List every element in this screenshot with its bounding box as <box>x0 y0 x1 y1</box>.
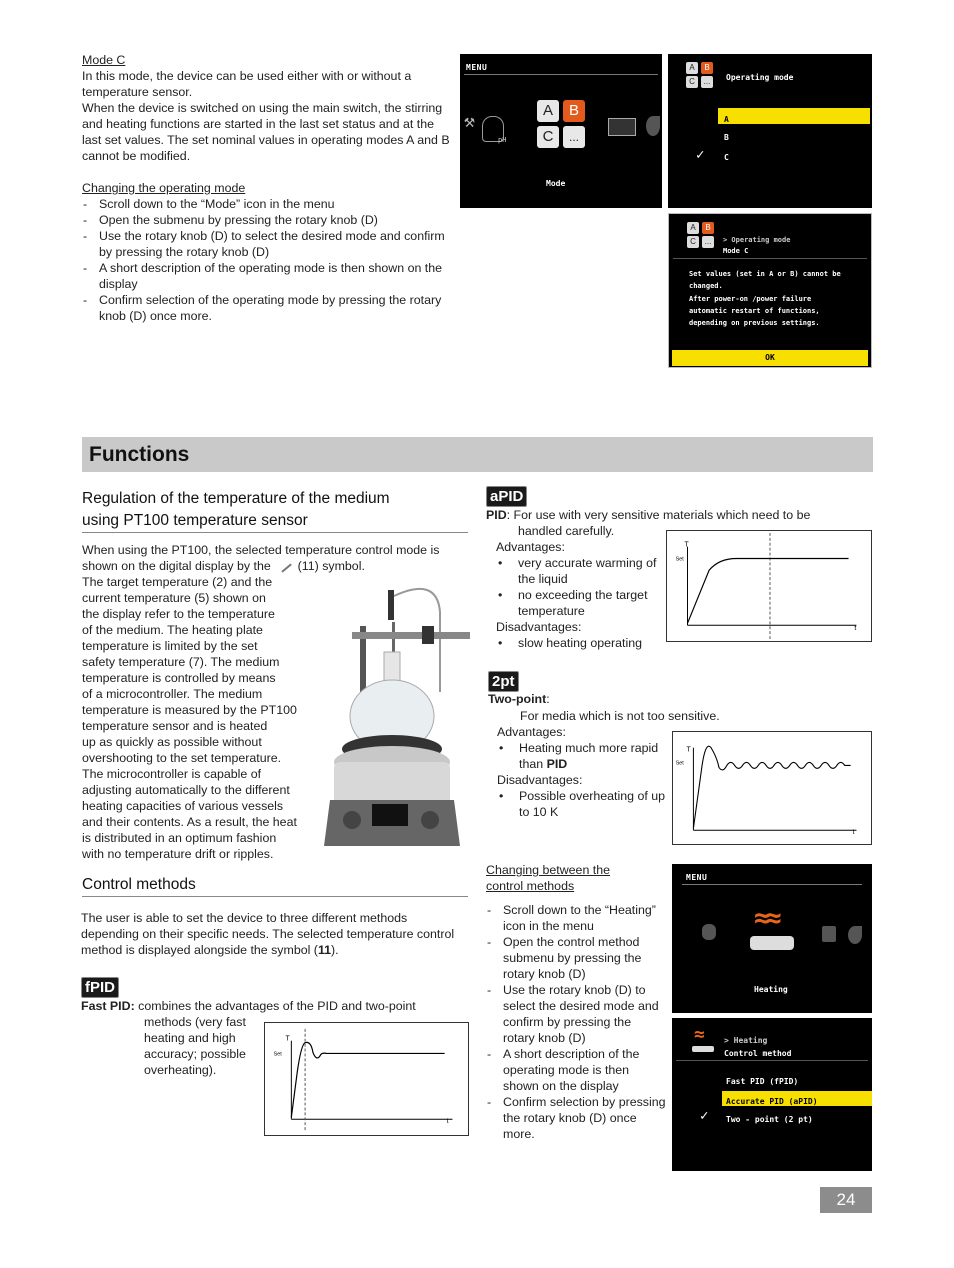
mode-c-para-1: In this mode, the device can be used either with or without a temperature sensor. <box>82 69 412 99</box>
option-a-selected[interactable]: A <box>718 108 870 124</box>
list-item: • Possible overheating of up to 10 K <box>497 788 667 820</box>
y-axis-label: T <box>686 746 691 754</box>
advantages-label: Advantages: <box>497 725 566 739</box>
list-item: - Confirm selection of the operating mode by pressing the rotary knob (D) once more. <box>82 292 454 324</box>
mode-c-title: Mode C <box>82 53 126 67</box>
set-label: Set <box>273 1051 282 1058</box>
list-item: - Use the rotary knob (D) to select the desired mode and confirm by pressing the rotary knob (D) <box>486 982 666 1046</box>
mode-c-icon: C <box>687 236 699 248</box>
mode-c-icon: C <box>537 126 559 148</box>
body-line: is distributed in an optimum fashion <box>82 831 277 845</box>
response-curve <box>687 559 848 624</box>
apid-desc <box>486 507 872 523</box>
changing-mode-title: Changing the operating mode <box>82 181 246 195</box>
control-methods-body <box>81 910 467 958</box>
section-title: Functions <box>89 443 190 466</box>
option-fast-pid[interactable]: Fast PID (fPID) <box>726 1077 799 1086</box>
mode-c-icon: C <box>686 76 698 88</box>
more-icon: ... <box>702 236 714 248</box>
mode-b-icon: B <box>702 222 714 234</box>
body-line: heating capacities of various vessels <box>82 799 284 813</box>
title-line: Changing between the <box>486 863 611 877</box>
divider <box>682 884 862 885</box>
mode-b-icon: B <box>563 100 585 122</box>
list-item: - A short description of the operating mode is then shown on the display <box>82 260 454 292</box>
message-line: Set values (set in A or B) cannot be <box>689 270 841 278</box>
body-bold: 11 <box>317 943 332 957</box>
heating-waves-icon: ≈ <box>694 1024 705 1045</box>
message-line: After power-on /power failure <box>689 294 812 303</box>
regulation-heading <box>82 488 468 533</box>
section-header <box>82 437 873 472</box>
apid-badge: aPID <box>486 486 527 507</box>
device-photo <box>322 582 470 848</box>
list-item: - Open the submenu by pressing the rotary knob (D) <box>82 212 454 228</box>
colon: : <box>546 692 550 706</box>
list-item: - Scroll down to the “Mode” icon in the menu <box>82 196 454 212</box>
screen-title: Mode C <box>723 247 749 255</box>
list-item: - A short description of the operating mode is then shown on the display <box>486 1046 666 1094</box>
heating-waves-icon: ≈≈ <box>754 901 776 934</box>
list-item: • very accurate warming of the liquid <box>496 555 664 587</box>
advantages-label: Advantages: <box>496 540 565 554</box>
changing-control-steps <box>486 902 666 1142</box>
body-line: and their contents. As a result, the heat <box>82 815 297 829</box>
two-point-label: Two-point <box>488 692 547 706</box>
x-axis-label: t <box>854 625 857 633</box>
mode-a-icon: A <box>686 62 698 74</box>
response-curve <box>291 1042 444 1117</box>
body-line: temperature is measured by the PT100 <box>82 703 297 717</box>
adv-text: Heating much more rapid than <box>519 741 659 771</box>
body-text: The user is able to set the device to three different methods depending on their specific needs. The selected temperature control method is displayed alongside the symbol ( <box>81 911 455 957</box>
body-line: The target temperature (2) and the <box>82 575 273 589</box>
body-line: overshooting to the set temperature. <box>82 751 282 765</box>
set-label: Set <box>675 760 684 767</box>
list-item: - Scroll down to the “Heating” icon in the menu <box>486 902 666 934</box>
mode-c-section <box>82 52 454 324</box>
mode-a-icon: A <box>537 100 559 122</box>
list-item: • no exceeding the target temperature <box>496 587 664 619</box>
list-item: - Open the control method submenu by pressing the rotary knob (D) <box>486 934 666 982</box>
mode-a-icon: A <box>687 222 699 234</box>
fast-pid-rest <box>144 1014 264 1078</box>
message-line: changed. <box>689 282 723 291</box>
title-line: control methods <box>486 879 575 893</box>
checkmark-icon: ✓ <box>700 1108 709 1124</box>
screen-title: Control method <box>724 1049 792 1058</box>
drop-icon <box>848 926 862 944</box>
list-item: • slow heating operating <box>496 635 664 651</box>
divider <box>673 258 867 259</box>
body-line: of a microcontroller. The medium <box>82 687 263 701</box>
fast-pid-label: Fast PID: <box>81 999 135 1013</box>
y-axis-label: T <box>684 541 689 549</box>
disadvantages-label: Disadvantages: <box>497 773 583 787</box>
drop-icon <box>646 116 660 136</box>
screen-title: Operating mode <box>726 73 794 82</box>
breadcrumb: > Operating mode <box>723 236 791 244</box>
menu-heating-screen <box>672 864 872 1013</box>
option-two-point[interactable]: Two - point (2 pt) <box>726 1115 813 1124</box>
changing-control-title <box>486 862 610 894</box>
ph-label: pH <box>498 136 507 144</box>
desc-line: overheating). <box>144 1063 217 1077</box>
two-point-label-line <box>488 691 550 707</box>
mode-c-description-screen <box>668 213 872 368</box>
tools-icon: ⚒ <box>464 111 475 132</box>
apid-graph <box>666 530 872 642</box>
body-line: the display refer to the temperature <box>82 607 275 621</box>
breadcrumb: > Heating <box>724 1036 768 1045</box>
list-item <box>497 740 667 772</box>
body-line: temperature sensor and is heated <box>82 719 268 733</box>
menu-mode-screen <box>460 54 662 208</box>
control-method-screen <box>672 1018 872 1171</box>
sensor-icon <box>822 926 836 942</box>
body-line: temperature is limited by the set <box>82 639 258 653</box>
heading-line: Regulation of the temperature of the medium <box>82 490 390 507</box>
body-line: temperature is controlled by means <box>82 671 276 685</box>
message-line: automatic restart of functions, <box>689 306 820 315</box>
apid-advantages <box>496 539 664 651</box>
option-c[interactable]: C <box>724 153 729 162</box>
set-label: Set <box>675 556 684 563</box>
checkmark-icon: ✓ <box>696 147 705 163</box>
body-line: up as quickly as possible without <box>82 735 262 749</box>
mode-c-para-2: When the device is switched on using the main switch, the stirring and heating functions are started in the last set status and at the last set values. The set nominal values in operating modes A and B cannot be modified. <box>82 101 450 163</box>
fast-pid-desc: combines the advantages of the PID and two-point <box>138 999 416 1013</box>
body-line: of the medium. The heating plate <box>82 623 263 637</box>
hotplate-icon <box>692 1046 714 1052</box>
screen-footer: Mode <box>546 179 566 188</box>
x-axis-label: t <box>852 829 855 837</box>
body-line: adjusting automatically to the different <box>82 783 290 797</box>
hotplate-icon <box>750 936 794 950</box>
screen-header: MENU <box>686 873 708 882</box>
apid-text: : For use with very sensitive materials which need to be <box>506 508 811 522</box>
regulation-intro <box>82 542 468 574</box>
disadvantages-label: Disadvantages: <box>496 620 582 634</box>
divider <box>676 1060 868 1061</box>
fpid-badge: fPID <box>81 977 119 998</box>
list-item: - Confirm selection by pressing the rotary knob (D) once more. <box>486 1094 666 1142</box>
regulation-body <box>82 574 322 862</box>
monitor-icon <box>608 118 636 136</box>
x-axis-label: t <box>446 1118 449 1126</box>
body-line: current temperature (5) shown on <box>82 591 266 605</box>
2pt-badge: 2pt <box>488 671 519 692</box>
apid-label: PID <box>486 508 507 522</box>
body-line: safety temperature (7). The medium <box>82 655 280 669</box>
desc-line: heating and high <box>144 1031 236 1045</box>
option-accurate-pid-selected[interactable]: Accurate PID (aPID) <box>722 1091 872 1106</box>
screen-header: MENU <box>466 63 488 72</box>
desc-line: accuracy; possible <box>144 1047 246 1061</box>
y-axis-label: T <box>285 1035 290 1043</box>
control-methods-heading: Control methods <box>82 874 468 897</box>
adv-bold: PID <box>546 757 568 771</box>
changing-mode-steps <box>82 196 454 324</box>
two-point-lists <box>497 724 667 820</box>
page-number: 24 <box>820 1187 872 1213</box>
body-line: The microcontroller is capable of <box>82 767 262 781</box>
response-curve <box>693 746 850 828</box>
message-line: depending on previous settings. <box>689 319 820 328</box>
mode-b-icon: B <box>701 62 713 74</box>
body-line: with no temperature drift or ripples. <box>82 847 274 861</box>
body-text: ). <box>331 943 339 957</box>
tools-icon <box>702 924 716 940</box>
heading-line: using PT100 temperature sensor <box>82 512 308 529</box>
fast-pid-graph <box>264 1022 469 1136</box>
intro-text: When using the PT100, the selected temperature control mode is shown on the digital display by the <box>82 543 440 573</box>
fast-pid-text <box>81 998 467 1014</box>
option-b[interactable]: B <box>724 133 729 142</box>
divider <box>464 74 658 75</box>
screen-footer: Heating <box>754 985 788 994</box>
sensor-symbol-icon <box>276 557 292 572</box>
mode-c-message <box>689 268 841 329</box>
operating-mode-screen <box>668 54 872 208</box>
two-point-graph <box>672 731 872 845</box>
apid-desc-2: handled carefully. <box>518 524 615 538</box>
more-icon: ... <box>563 126 585 148</box>
more-icon: ... <box>701 76 713 88</box>
intro-text: (11) symbol. <box>297 559 365 573</box>
two-point-desc: For media which is not too sensitive. <box>520 709 720 723</box>
list-item: - Use the rotary knob (D) to select the desired mode and confirm by pressing the rotary knob (D) <box>82 228 454 260</box>
desc-line: methods (very fast <box>144 1015 246 1029</box>
ok-button[interactable]: OK <box>672 350 868 366</box>
